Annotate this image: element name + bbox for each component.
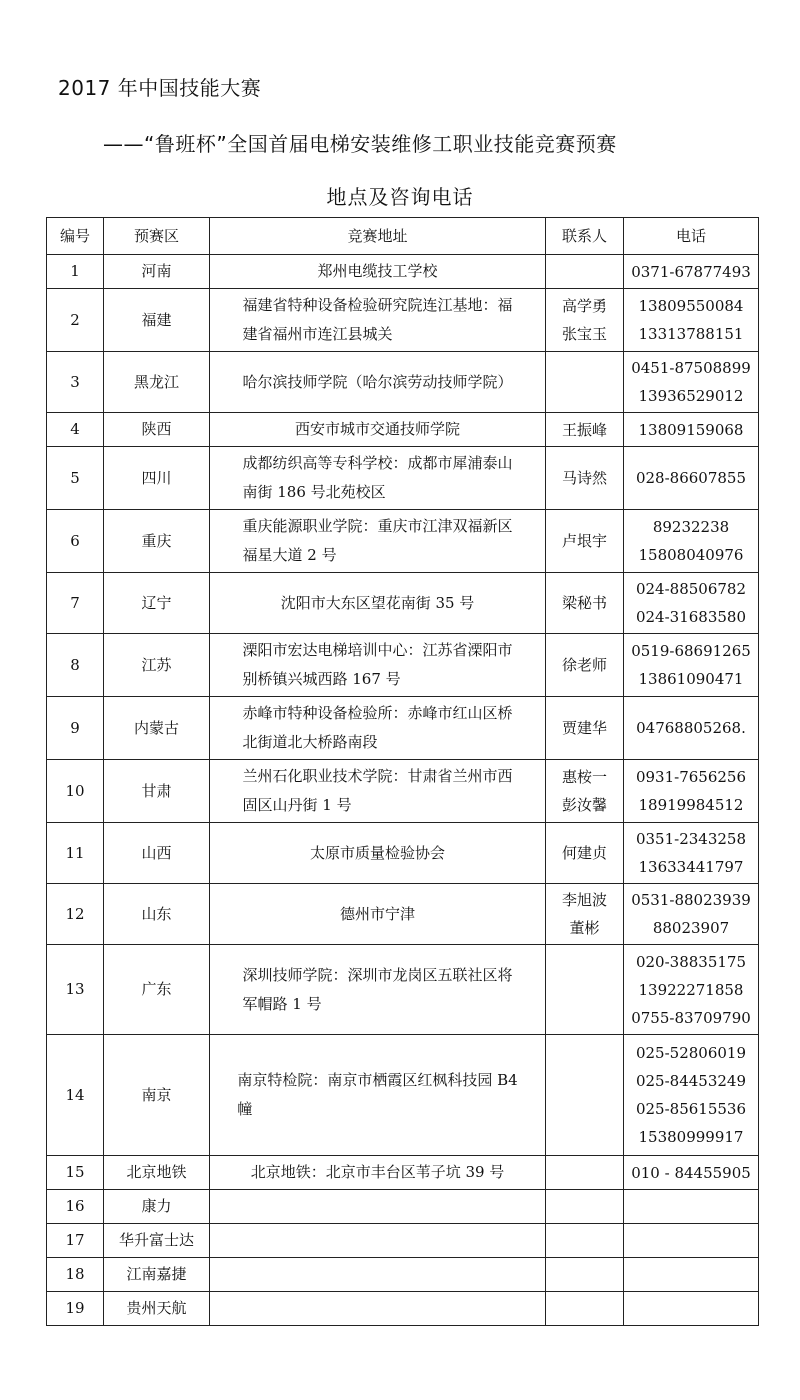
cell-region: 康力: [104, 1190, 210, 1224]
address-line: 福星大道 2 号: [242, 546, 337, 564]
header-number: 编号: [47, 218, 104, 255]
cell-region: 陕西: [104, 413, 210, 447]
contact-name: 马诗然: [561, 469, 607, 487]
address-line: 重庆能源职业学院：重庆市江津双福新区: [242, 517, 513, 535]
phone-number: 0519-68691265: [631, 642, 751, 660]
cell-contact: [546, 413, 624, 447]
cell-region: 四川: [104, 447, 210, 510]
cell-number: 8: [47, 634, 104, 697]
cell-contact: [546, 289, 624, 352]
cell-phone: [624, 760, 759, 823]
contact-name: 王振峰: [561, 420, 607, 439]
phone-number: 028-86607855: [635, 469, 747, 487]
address-lines: [242, 762, 512, 820]
address-line: 成都纺织高等专科学校：成都市犀浦泰山: [242, 454, 513, 472]
cell-number: 15: [47, 1156, 104, 1190]
phone-number: 0451-87508899: [631, 359, 751, 377]
cell-phone: [624, 945, 759, 1035]
header-region: 预赛区: [104, 218, 210, 255]
address-line: 北京地铁：北京市丰台区苇子坑 39 号: [250, 1163, 505, 1181]
cell-phone: [624, 1224, 759, 1258]
cell-contact: [546, 573, 624, 634]
address-line: 别桥镇兴城西路 167 号: [242, 670, 401, 688]
table-row: [47, 413, 759, 447]
cell-address: [210, 1156, 546, 1190]
address-lines: [237, 1066, 517, 1124]
table-row: [47, 884, 759, 945]
cell-region: 重庆: [104, 510, 210, 573]
cell-region: 华升富士达: [104, 1224, 210, 1258]
cell-phone: [624, 255, 759, 289]
contact-name: 何建贞: [561, 844, 607, 862]
cell-address: [210, 1224, 546, 1258]
address-line: 西安市城市交通技师学院: [294, 420, 460, 438]
cell-region: 江南嘉捷: [104, 1258, 210, 1292]
phone-number: 024-88506782: [635, 580, 747, 598]
cell-contact: [546, 255, 624, 289]
cell-contact: [546, 945, 624, 1035]
address-line: 哈尔滨技师学院（哈尔滨劳动技师学院）: [242, 372, 513, 391]
cell-phone: [624, 884, 759, 945]
document-subtitle: ——“鲁班杯”全国首届电梯安装维修工职业技能竞赛预赛: [103, 132, 617, 156]
phone-number: 010 - 84455905: [631, 1163, 751, 1182]
cell-phone: [624, 447, 759, 510]
cell-address: [210, 1258, 546, 1292]
cell-address: [210, 823, 546, 884]
address-lines: [242, 449, 512, 507]
address-line: 赤峰市特种设备检验所：赤峰市红山区桥: [242, 704, 513, 722]
cell-region: 江苏: [104, 634, 210, 697]
cell-address: [210, 945, 546, 1035]
cell-address: [210, 1035, 546, 1156]
cell-phone: [624, 352, 759, 413]
phone-number: 18919984512: [638, 796, 744, 814]
cell-phone: [624, 1035, 759, 1156]
address-line: 军帽路 1 号: [242, 994, 322, 1013]
cell-number: 7: [47, 573, 104, 634]
phone-number: 13809550084: [638, 297, 744, 315]
table-row: [47, 823, 759, 884]
cell-number: 2: [47, 289, 104, 352]
cell-phone: [624, 1292, 759, 1326]
cell-contact: [546, 1224, 624, 1258]
cell-address: [210, 760, 546, 823]
cell-contact: [546, 697, 624, 760]
phone-number: 15808040976: [638, 546, 744, 564]
cell-address: [210, 1190, 546, 1224]
cell-address: [210, 352, 546, 413]
cell-phone: [624, 573, 759, 634]
phone-number: 025-85615536: [635, 1100, 747, 1118]
address-line: 建省福州市连江县城关: [242, 325, 393, 343]
cell-region: 河南: [104, 255, 210, 289]
table-row: [47, 1292, 759, 1326]
document-heading: 地点及咨询电话: [326, 185, 474, 209]
contact-name: 徐老师: [561, 656, 607, 674]
cell-phone: [624, 1190, 759, 1224]
address-lines: [242, 699, 512, 757]
cell-phone: [624, 1156, 759, 1190]
cell-phone: [624, 697, 759, 760]
cell-region: 山东: [104, 884, 210, 945]
cell-number: 3: [47, 352, 104, 413]
cell-number: 19: [47, 1292, 104, 1326]
table-row: [47, 289, 759, 352]
cell-region: 山西: [104, 823, 210, 884]
table-row: [47, 1224, 759, 1258]
cell-address: [210, 447, 546, 510]
cell-contact: [546, 447, 624, 510]
cell-region: 广东: [104, 945, 210, 1035]
phone-number: 0371-67877493: [631, 262, 751, 281]
phone-number: 13633441797: [638, 858, 744, 876]
cell-contact: [546, 1258, 624, 1292]
phone-number: 025-52806019: [635, 1044, 747, 1062]
table-row: [47, 697, 759, 760]
cell-phone: [624, 823, 759, 884]
table-row: [47, 1190, 759, 1224]
cell-address: [210, 634, 546, 697]
address-line: 固区山丹街 1 号: [242, 796, 352, 814]
cell-contact: [546, 1035, 624, 1156]
cell-region: 辽宁: [104, 573, 210, 634]
address-lines: [242, 512, 512, 570]
cell-address: [210, 255, 546, 289]
phone-number: 0351-2343258: [635, 830, 747, 848]
phone-number: 04768805268.: [636, 719, 746, 737]
cell-region: 甘肃: [104, 760, 210, 823]
header-address: 竞赛地址: [210, 218, 546, 255]
table-row: [47, 447, 759, 510]
address-line: 深圳技师学院：深圳市龙岗区五联社区将: [242, 965, 513, 984]
cell-address: [210, 413, 546, 447]
table-row: [47, 573, 759, 634]
table-header-row: [47, 218, 759, 255]
table-row: [47, 945, 759, 1035]
address-line: 太原市质量检验协会: [309, 843, 445, 862]
cell-phone: [624, 289, 759, 352]
address-line: 溧阳市宏达电梯培训中心：江苏省溧阳市: [242, 641, 513, 659]
cell-region: 福建: [104, 289, 210, 352]
cell-number: 5: [47, 447, 104, 510]
cell-contact: [546, 352, 624, 413]
table-row: [47, 510, 759, 573]
cell-contact: [546, 634, 624, 697]
cell-contact: [546, 1292, 624, 1326]
table-row: [47, 1258, 759, 1292]
cell-region: 南京: [104, 1035, 210, 1156]
table-body: [47, 255, 759, 1326]
cell-address: [210, 510, 546, 573]
address-line: 德州市宁津: [339, 904, 415, 923]
cell-phone: [624, 413, 759, 447]
table-row: [47, 1156, 759, 1190]
address-line: 南京特检院：南京市栖霞区红枫科技园 B4: [237, 1071, 518, 1089]
cell-number: 17: [47, 1224, 104, 1258]
phone-number: 13861090471: [638, 670, 744, 688]
cell-region: 黑龙江: [104, 352, 210, 413]
contact-name: 贾建华: [561, 719, 607, 737]
cell-address: [210, 289, 546, 352]
phone-number: 0755-83709790: [631, 1008, 751, 1027]
contact-name: 张宝玉: [561, 325, 607, 343]
address-line: 北街道北大桥路南段: [242, 733, 378, 751]
cell-address: [210, 573, 546, 634]
address-lines: [242, 291, 512, 349]
cell-contact: [546, 823, 624, 884]
phone-number: 13809159068: [638, 420, 744, 439]
cell-region: 贵州天航: [104, 1292, 210, 1326]
header-contact: 联系人: [546, 218, 624, 255]
cell-contact: [546, 1190, 624, 1224]
cell-number: 18: [47, 1258, 104, 1292]
cell-number: 12: [47, 884, 104, 945]
cell-number: 14: [47, 1035, 104, 1156]
cell-address: [210, 884, 546, 945]
cell-contact: [546, 1156, 624, 1190]
cell-number: 13: [47, 945, 104, 1035]
cell-phone: [624, 510, 759, 573]
contact-name: 卢垠宇: [561, 532, 607, 550]
cell-region: 内蒙古: [104, 697, 210, 760]
table-row: [47, 1035, 759, 1156]
address-lines: [242, 636, 512, 694]
contact-name: 李旭波: [561, 891, 607, 909]
phone-number: 15380999917: [638, 1128, 744, 1146]
cell-address: [210, 1292, 546, 1326]
contact-name: 彭汝馨: [561, 796, 607, 814]
address-line: 幢: [237, 1100, 253, 1118]
address-line: 郑州电缆技工学校: [317, 262, 438, 280]
phone-number: 025-84453249: [635, 1072, 747, 1090]
cell-number: 11: [47, 823, 104, 884]
cell-contact: [546, 760, 624, 823]
phone-number: 13936529012: [638, 387, 744, 405]
phone-number: 0531-88023939: [631, 891, 751, 909]
phone-number: 13922271858: [638, 980, 744, 999]
cell-contact: [546, 510, 624, 573]
contact-name: 高学勇: [561, 297, 607, 315]
phone-number: 13313788151: [638, 325, 744, 343]
contact-name: 梁秘书: [561, 594, 607, 612]
contact-name: 董彬: [569, 919, 600, 937]
phone-number: 020-38835175: [635, 952, 747, 971]
cell-address: [210, 697, 546, 760]
cell-number: 10: [47, 760, 104, 823]
cell-phone: [624, 634, 759, 697]
table-row: [47, 352, 759, 413]
cell-region: 北京地铁: [104, 1156, 210, 1190]
cell-number: 4: [47, 413, 104, 447]
phone-number: 89232238: [652, 518, 730, 536]
cell-contact: [546, 884, 624, 945]
cell-number: 6: [47, 510, 104, 573]
header-phone: 电话: [624, 218, 759, 255]
cell-number: 9: [47, 697, 104, 760]
address-line: 兰州石化职业技术学院：甘肃省兰州市西: [242, 767, 513, 785]
address-line: 沈阳市大东区望花南街 35 号: [280, 593, 475, 612]
table-row: [47, 634, 759, 697]
document-title: 2017 年中国技能大赛: [58, 76, 262, 100]
cell-phone: [624, 1258, 759, 1292]
venue-table: [46, 217, 759, 1326]
table-row: [47, 255, 759, 289]
contact-name: 惠桉一: [561, 768, 607, 786]
phone-number: 024-31683580: [635, 608, 747, 626]
cell-number: 16: [47, 1190, 104, 1224]
cell-number: 1: [47, 255, 104, 289]
address-line: 福建省特种设备检验研究院连江基地：福: [242, 296, 513, 314]
address-line: 南街 186 号北苑校区: [242, 483, 386, 501]
address-lines: [242, 961, 512, 1019]
table-row: [47, 760, 759, 823]
phone-number: 88023907: [652, 919, 730, 937]
phone-number: 0931-7656256: [635, 768, 747, 786]
